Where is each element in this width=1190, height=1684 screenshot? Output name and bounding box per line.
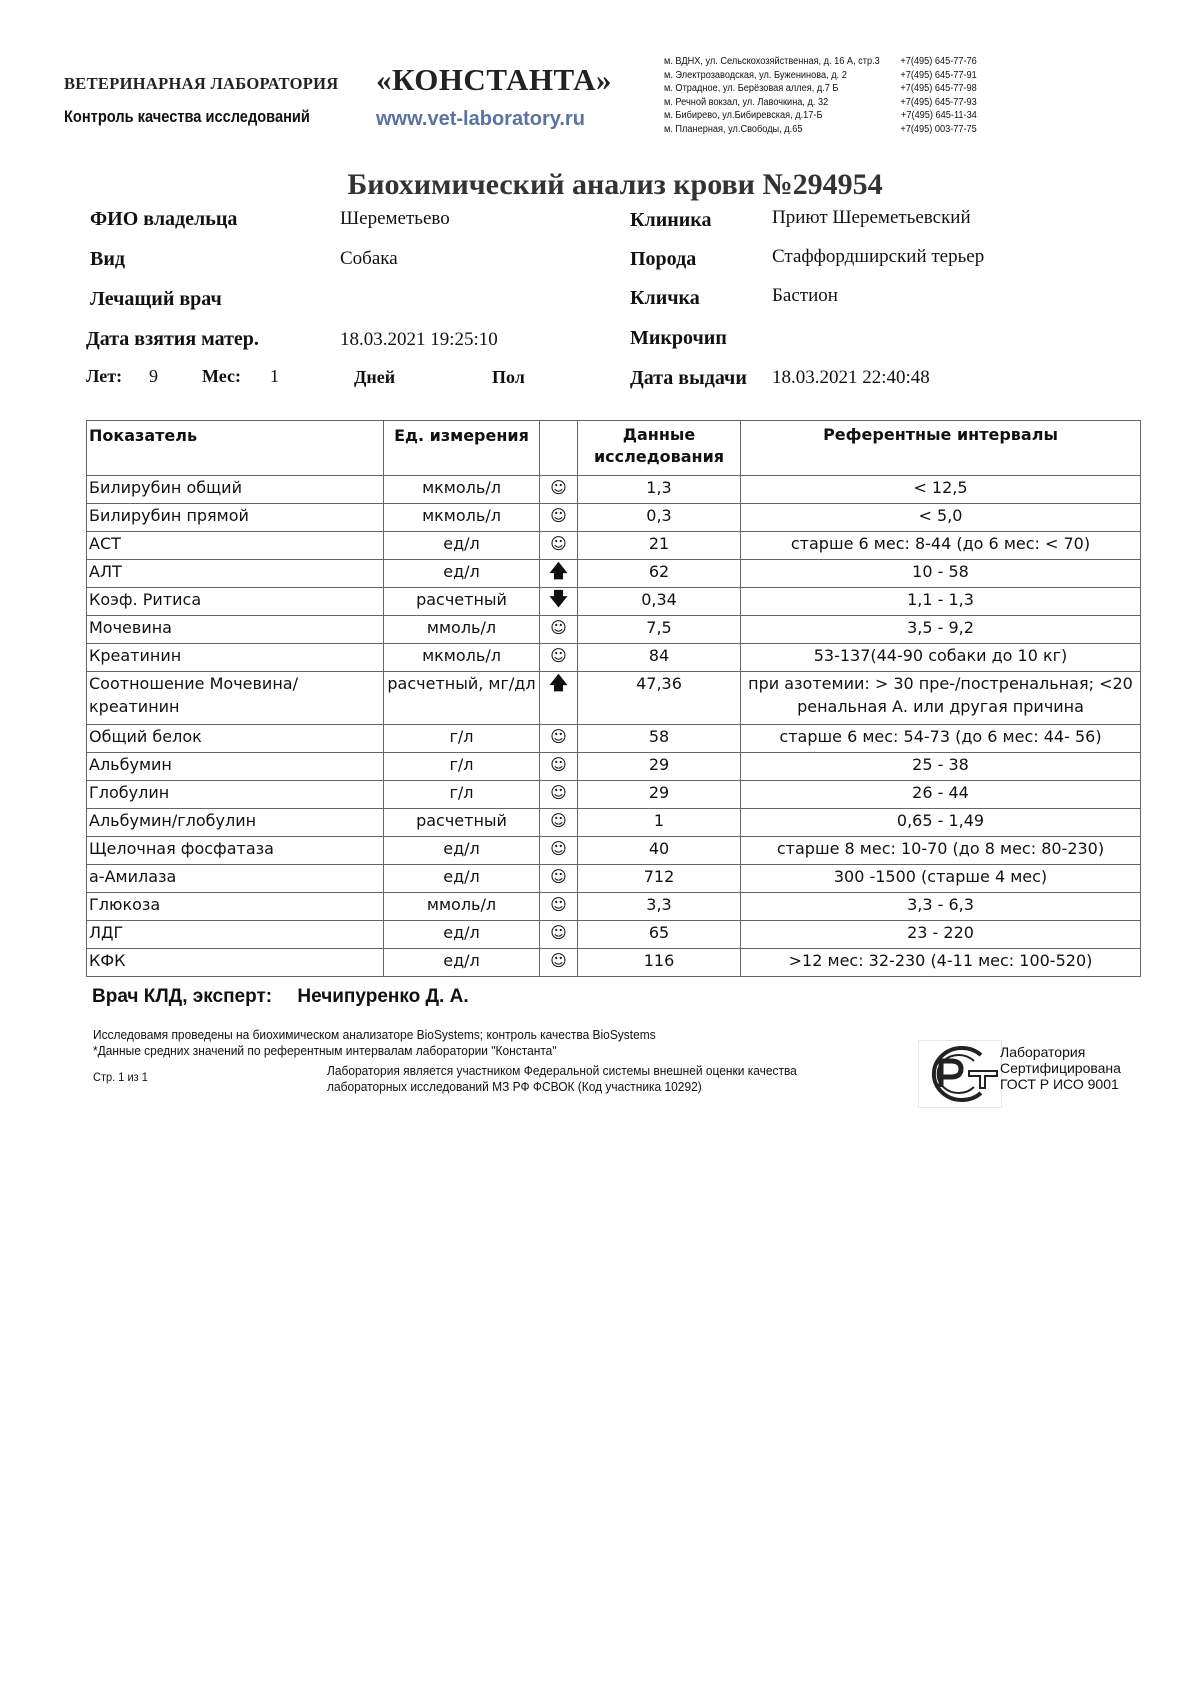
status-cell [540, 809, 578, 837]
unit-cell: г/л [384, 753, 540, 781]
reference-interval: 1,1 - 1,3 [741, 588, 1141, 616]
indicator-name: АСТ [87, 532, 384, 560]
reference-interval: старше 6 мес: 54-73 (до 6 мес: 44- 56) [741, 725, 1141, 753]
years-value: 9 [149, 366, 158, 386]
result-value: 116 [578, 949, 741, 977]
indicator-name: Альбумин [87, 753, 384, 781]
sample-date-value: 18.03.2021 19:25:10 [340, 329, 498, 350]
result-value: 712 [578, 865, 741, 893]
reference-interval: старше 8 мес: 10-70 (до 8 мес: 80-230) [741, 837, 1141, 865]
page-title: Биохимический анализ крови №294954 [347, 168, 883, 201]
table-row [87, 921, 1141, 949]
smiley-icon: ☺ [550, 618, 567, 637]
reference-interval: при азотемии: > 30 пре-/постренальная; <20 ренальная А. или другая причина [741, 672, 1141, 725]
reference-interval: 23 - 220 [741, 921, 1141, 949]
reference-interval: >12 мес: 32-230 (4-11 мес: 100-520) [741, 949, 1141, 977]
nickname-label: Кличка [630, 287, 700, 309]
expert-signature [92, 986, 489, 1008]
arrow-up-icon: 🡅 [549, 561, 568, 582]
indicator-name: Креатинин [87, 644, 384, 672]
unit-cell: ммоль/л [384, 893, 540, 921]
unit-cell: ед/л [384, 921, 540, 949]
smiley-icon: ☺ [550, 895, 567, 914]
owner-label: ФИО владельца [90, 208, 238, 230]
years-label: Лет: [86, 366, 123, 386]
table-row [87, 865, 1141, 893]
table-row [87, 672, 1141, 725]
unit-cell: г/л [384, 781, 540, 809]
breed-value: Стаффордширский терьер [772, 246, 985, 267]
arrow-up-icon: 🡅 [549, 673, 568, 694]
unit-cell: ммоль/л [384, 616, 540, 644]
indicator-name: ЛДГ [87, 921, 384, 949]
address-row [664, 55, 977, 69]
unit-cell: мкмоль/л [384, 476, 540, 504]
indicator-name: АЛТ [87, 560, 384, 588]
address-text: м. Речной вокзал, ул. Лавочкина, д. 32 [664, 96, 829, 108]
result-value: 58 [578, 725, 741, 753]
rst-logo-icon [919, 1041, 1001, 1107]
smiley-icon: ☺ [550, 646, 567, 665]
phone-number: +7(495) 645-77-91 [900, 69, 977, 81]
unit-cell: ед/л [384, 949, 540, 977]
smiley-icon: ☺ [550, 783, 567, 802]
table-row [87, 504, 1141, 532]
reference-interval: 300 -1500 (старше 4 мес) [741, 865, 1141, 893]
status-cell [540, 588, 578, 616]
smiley-icon: ☺ [550, 811, 567, 830]
nickname-value: Бастион [772, 285, 838, 306]
smiley-icon: ☺ [550, 951, 567, 970]
indicator-name: Общий белок [87, 725, 384, 753]
unit-cell: ед/л [384, 560, 540, 588]
indicator-name: Соотношение Мочевина/креатинин [87, 672, 384, 725]
table-row [87, 781, 1141, 809]
table-row [87, 725, 1141, 753]
table-row [87, 837, 1141, 865]
address-text: м. Планерная, ул.Свободы, д.65 [664, 123, 803, 135]
result-value: 40 [578, 837, 741, 865]
page-number: Стр. 1 из 1 [93, 1070, 148, 1084]
table-header-row [87, 421, 1141, 476]
result-value: 1,3 [578, 476, 741, 504]
smiley-icon: ☺ [550, 755, 567, 774]
result-value: 3,3 [578, 893, 741, 921]
smiley-icon: ☺ [550, 727, 567, 746]
indicator-name: Глюкоза [87, 893, 384, 921]
address-row [664, 69, 977, 83]
smiley-icon: ☺ [550, 478, 567, 497]
address-text: м. Бибирево, ул.Бибиревская, д.17-Б [664, 110, 823, 121]
address-text: м. Электрозаводская, ул. Буженинова, д. 2 [664, 69, 847, 81]
address-text: м. ВДНХ, ул. Сельскохозяйственная, д. 16 А, стр.3 [664, 56, 880, 67]
result-value: 65 [578, 921, 741, 949]
status-cell [540, 893, 578, 921]
smiley-icon: ☺ [550, 867, 567, 886]
unit-cell: ед/л [384, 532, 540, 560]
indicator-name: Билирубин прямой [87, 504, 384, 532]
analyzer-note: Исследовамя проведены на биохимическом анализаторе BioSystems; контроль качества BioSystems [93, 1027, 656, 1042]
indicator-name: КФК [87, 949, 384, 977]
quality-control-tagline: Контроль качества исследований [64, 107, 310, 126]
expert-label: Врач КЛД, эксперт: [92, 986, 273, 1007]
status-cell [540, 921, 578, 949]
reference-interval: 53-137(44-90 собаки до 10 кг) [741, 644, 1141, 672]
status-cell [540, 781, 578, 809]
smiley-icon: ☺ [550, 923, 567, 942]
smiley-icon: ☺ [550, 839, 567, 858]
breed-label: Порода [630, 248, 697, 270]
table-row [87, 560, 1141, 588]
table-row [87, 588, 1141, 616]
status-cell [540, 644, 578, 672]
sex-label: Пол [492, 367, 525, 387]
reference-interval: 25 - 38 [741, 753, 1141, 781]
smiley-icon: ☺ [550, 534, 567, 553]
address-row [664, 82, 977, 96]
results-table [86, 420, 1141, 977]
header-status [540, 421, 578, 476]
status-cell [540, 504, 578, 532]
status-cell [540, 725, 578, 753]
result-value: 21 [578, 532, 741, 560]
table-row [87, 532, 1141, 560]
reference-interval: 10 - 58 [741, 560, 1141, 588]
reference-interval: < 5,0 [741, 504, 1141, 532]
unit-cell: г/л [384, 725, 540, 753]
species-value: Собака [340, 248, 398, 269]
months-label: Мес: [202, 366, 241, 386]
status-cell [540, 949, 578, 977]
status-cell [540, 476, 578, 504]
reference-note: *Данные средних значений по референтным интервалам лаборатории "Константа" [93, 1043, 557, 1058]
unit-cell: расчетный, мг/дл [384, 672, 540, 725]
days-label: Дней [354, 367, 396, 387]
indicator-name: Альбумин/глобулин [87, 809, 384, 837]
status-cell [540, 532, 578, 560]
indicator-name: Коэф. Ритиса [87, 588, 384, 616]
cert-line-1: Лаборатория [1000, 1044, 1086, 1060]
website-link[interactable]: www.vet-laboratory.ru [376, 108, 585, 130]
certification-text [1000, 1044, 1121, 1092]
fsvok-line-2: лабораторных исследований МЗ РФ ФСВОК (Код участника 10292) [327, 1079, 702, 1094]
address-list [664, 55, 1004, 136]
address-row [664, 96, 977, 110]
status-cell [540, 865, 578, 893]
result-value: 47,36 [578, 672, 741, 725]
issue-date-label: Дата выдачи [630, 367, 747, 389]
result-value: 62 [578, 560, 741, 588]
table-row [87, 753, 1141, 781]
phone-number: +7(495) 645-77-76 [900, 56, 977, 67]
unit-cell: расчетный [384, 588, 540, 616]
expert-name: Нечипуренко Д. А. [297, 986, 469, 1007]
cert-line-2: Сертифицирована [1000, 1060, 1121, 1076]
phone-number: +7(495) 645-77-93 [900, 96, 977, 108]
months-value: 1 [270, 366, 279, 386]
result-value: 0,34 [578, 588, 741, 616]
unit-cell: ед/л [384, 837, 540, 865]
result-value: 84 [578, 644, 741, 672]
unit-cell: мкмоль/л [384, 644, 540, 672]
unit-cell: мкмоль/л [384, 504, 540, 532]
smiley-icon: ☺ [550, 506, 567, 525]
reference-interval: 3,5 - 9,2 [741, 616, 1141, 644]
indicator-name: Глобулин [87, 781, 384, 809]
treating-doctor-label: Лечащий врач [90, 288, 222, 310]
result-value: 1 [578, 809, 741, 837]
brand-name: «КОНСТАНТА» [376, 62, 612, 97]
clinic-value: Приют Шереметьевский [772, 207, 971, 228]
address-row [664, 109, 977, 123]
rst-certification-logo [918, 1040, 1002, 1108]
result-value: 0,3 [578, 504, 741, 532]
indicator-name: Билирубин общий [87, 476, 384, 504]
address-text: м. Отрадное, ул. Берёзовая аллея, д.7 Б [664, 83, 839, 94]
cert-line-3: ГОСТ Р ИСО 9001 [1000, 1076, 1119, 1092]
reference-interval: 3,3 - 6,3 [741, 893, 1141, 921]
indicator-name: а-Амилаза [87, 865, 384, 893]
sample-date-label: Дата взятия матер. [86, 328, 259, 350]
header-reference: Референтные интервалы [741, 421, 1141, 476]
table-row [87, 809, 1141, 837]
reference-interval: < 12,5 [741, 476, 1141, 504]
issue-date-value: 18.03.2021 22:40:48 [772, 367, 930, 388]
result-value: 7,5 [578, 616, 741, 644]
header-unit: Ед. измерения [384, 421, 540, 476]
unit-cell: расчетный [384, 809, 540, 837]
status-cell [540, 616, 578, 644]
indicator-name: Щелочная фосфатаза [87, 837, 384, 865]
table-row [87, 616, 1141, 644]
reference-interval: 26 - 44 [741, 781, 1141, 809]
clinic-label: Клиника [630, 209, 712, 231]
species-label: Вид [90, 248, 125, 270]
status-cell [540, 672, 578, 725]
result-value: 29 [578, 753, 741, 781]
table-row [87, 644, 1141, 672]
header-indicator: Показатель [87, 421, 384, 476]
fsvok-line-1: Лаборатория является участником Федеральной системы внешней оценки качества [327, 1063, 797, 1078]
lab-name: ВЕТЕРИНАРНАЯ ЛАБОРАТОРИЯ [64, 74, 339, 93]
address-row [664, 123, 977, 137]
table-row [87, 893, 1141, 921]
owner-value: Шереметьево [340, 208, 450, 229]
phone-number: +7(495) 003-77-75 [900, 123, 977, 135]
phone-number: +7(495) 645-11-34 [901, 110, 977, 121]
arrow-down-icon: 🡇 [549, 589, 568, 610]
status-cell [540, 753, 578, 781]
table-row [87, 949, 1141, 977]
result-value: 29 [578, 781, 741, 809]
header-result: Данные исследования [578, 421, 741, 476]
status-cell [540, 837, 578, 865]
phone-number: +7(495) 645-77-98 [900, 83, 977, 94]
unit-cell: ед/л [384, 865, 540, 893]
microchip-label: Микрочип [630, 327, 727, 349]
indicator-name: Мочевина [87, 616, 384, 644]
table-row [87, 476, 1141, 504]
reference-interval: старше 6 мес: 8-44 (до 6 мес: < 70) [741, 532, 1141, 560]
status-cell [540, 560, 578, 588]
reference-interval: 0,65 - 1,49 [741, 809, 1141, 837]
